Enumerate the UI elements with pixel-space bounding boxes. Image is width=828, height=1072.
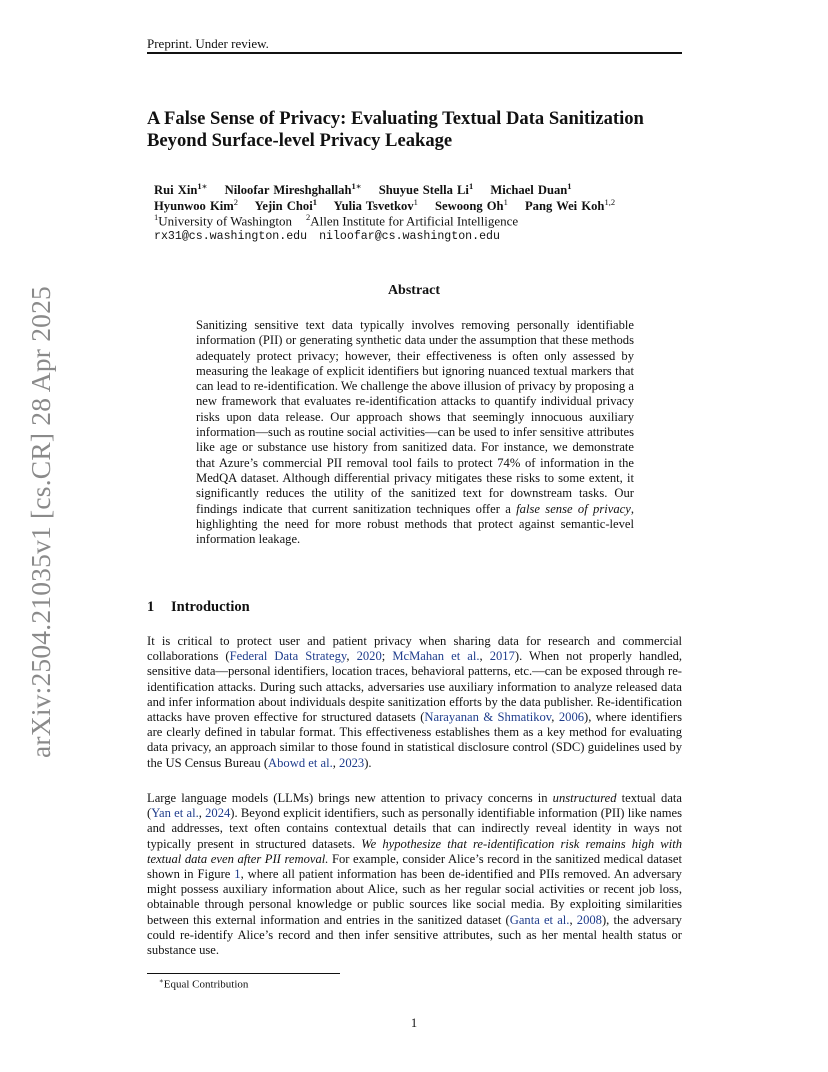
citation-link[interactable]: Abowd et al. bbox=[268, 755, 333, 770]
header-rule bbox=[147, 52, 682, 54]
citation-link[interactable]: 2008 bbox=[576, 912, 602, 927]
citation-link[interactable]: 2006 bbox=[558, 710, 585, 725]
arxiv-sidebar bbox=[22, 287, 60, 757]
paragraph-text: ). Beyond explicit identifiers, such as personally identifiable information (PII) like names and addresses, text often contains contextual details that can indirectly reveal identity in ways not typically present in structured datasets. bbox=[147, 806, 683, 851]
title-line-2: Beyond Surface-level Privacy Leakage bbox=[147, 130, 453, 151]
footnote-rule bbox=[147, 973, 340, 974]
author-affiliation-mark: 1∗ bbox=[197, 181, 208, 191]
citation-link[interactable]: Narayanan & Shmatikov bbox=[424, 710, 552, 725]
paragraph-text: ; bbox=[381, 649, 393, 664]
citation-link[interactable]: Ganta et al. bbox=[509, 912, 570, 927]
citation-link[interactable]: 2024 bbox=[205, 806, 231, 821]
abstract-heading: Abstract bbox=[387, 283, 441, 298]
preprint-header: Preprint. Under review. bbox=[147, 36, 269, 51]
author-name: Yulia Tsvetkov bbox=[333, 199, 414, 214]
paragraph-text: , bbox=[332, 755, 340, 770]
author-emails bbox=[154, 230, 500, 243]
email-link[interactable]: niloofar@cs.washington.edu bbox=[319, 230, 500, 243]
footnote bbox=[159, 977, 248, 991]
paragraph-text: ). When not properly handled, sensitive data—personal identifiers, location traces, behavioral patterns, etc.—can be exposed through re-identification attacks. During such attacks, adversaries use auxiliary information to analyze released data and infer information about individuals despite sanitization efforts by the data publisher. Re-identification attacks have proven effective for structured datasets ( bbox=[147, 649, 683, 725]
author-affiliation-mark: 1 bbox=[468, 181, 474, 191]
author-name: Niloofar Mireshghallah bbox=[224, 183, 352, 198]
author-affiliation-mark: 1 bbox=[567, 181, 572, 191]
author-affiliation-mark: 2 bbox=[233, 197, 238, 207]
abstract-text bbox=[196, 318, 634, 547]
arxiv-identifier: arXiv:2504.21035v1 [cs.CR] 28 Apr 2025 bbox=[25, 285, 56, 759]
author-name: Yejin Choi bbox=[254, 199, 313, 214]
paragraph-text: textual data ( bbox=[147, 791, 683, 821]
figure-reference-link[interactable]: 1 bbox=[234, 867, 241, 882]
footnote-mark: ∗ bbox=[159, 977, 164, 985]
paragraph-text: , bbox=[569, 912, 577, 927]
author-line-1 bbox=[154, 181, 572, 198]
author-affiliation-mark: 1∗ bbox=[351, 181, 362, 191]
author-affiliation-mark: 1 bbox=[413, 197, 418, 207]
paragraph-text: , bbox=[551, 710, 559, 725]
author-affiliation-mark: 1 bbox=[503, 197, 508, 207]
paragraph-text: It is critical to protect user and patient privacy when sharing data for research and commercial collaborations ( bbox=[147, 634, 682, 664]
paragraph-text: , where all patient information has been de-identified and PIIs removed. An adversary might possess auxiliary information about Alice, such as her regular social activities or recent job loss, obtainable through personal knowledge or public sources like social media. By exploiting similarities between this external information and entries in the sanitized dataset ( bbox=[147, 867, 682, 927]
abstract-text-part: Sanitizing sensitive text data typically involves removing personally identifiable information (PII) or generating synthetic data under the assumption that these methods adequately protect privacy; however, their effectiveness is often only assessed by measuring the leakage of explicit identifiers but ignoring nuanced textual markers that can lead to re-identification. We challenge the above illusion of privacy by proposing a new framework that evaluates re-identification attacks to quantify individual privacy risks upon data release. Our approach shows that seemingly innocuous auxiliary information—such as routine social activities—can be used to infer sensitive attributes like age or substance use history from sanitized data. For instance, we demonstrate that Azure’s commercial PII removal tool fails to protect 74% of information in the MedQA dataset. Although differential privacy mitigates these risks to some extent, it significantly reduces the utility of the sanitized text for downstream tasks. Our findings indicate that current sanitization techniques offer a bbox=[196, 318, 634, 516]
author-affiliation-mark: 1,2 bbox=[604, 197, 616, 207]
author-name: Michael Duan bbox=[490, 183, 568, 198]
footnote-text: Equal Contribution bbox=[163, 978, 249, 991]
paragraph-text: ). bbox=[364, 755, 372, 770]
author-name: Pang Wei Koh bbox=[524, 199, 605, 214]
affiliations bbox=[154, 212, 518, 229]
author-affiliation-mark: 1 bbox=[312, 197, 317, 207]
author-name: Sewoong Oh bbox=[435, 199, 504, 214]
citation-link[interactable]: 2017 bbox=[489, 649, 515, 664]
citation-link[interactable]: 2020 bbox=[356, 649, 382, 664]
author-name: Rui Xin bbox=[154, 183, 198, 198]
paragraph-text: ), the adversary could re-identify Alice’s record and then infer sensitive attributes, such as her mental health status or substance use. bbox=[147, 912, 682, 958]
affiliation-mark: 2 bbox=[306, 212, 311, 222]
paragraph-text: ), where identifiers are clearly defined in tabular format. This effectiveness establishes them as a key method for evaluating data privacy, an approach similar to those found in statistical disclosure control (SDC) guidelines used by the US Census Bureau ( bbox=[147, 710, 682, 770]
paragraph-emphasis: unstructured bbox=[552, 791, 617, 805]
email-link[interactable]: rx31@cs.washington.edu bbox=[154, 230, 308, 243]
section-heading-introduction bbox=[147, 599, 250, 616]
title-line-1: A False Sense of Privacy: Evaluating Textual Data Sanitization bbox=[147, 108, 644, 129]
paragraph-text: , bbox=[479, 649, 490, 664]
paragraph-text: For example, consider Alice’s record in the sanitized medical dataset shown in Figure bbox=[147, 851, 682, 882]
paragraph-emphasis: We hypothesize that re-identification risk remains high with textual data even after PII removal. bbox=[147, 836, 682, 866]
author-name: Hyunwoo Kim bbox=[154, 199, 234, 214]
section-title: Introduction bbox=[171, 599, 250, 615]
abstract-text-part: , highlighting the need for more robust methods that protect against semantic-level information leakage. bbox=[196, 501, 634, 547]
author-name: Shuyue Stella Li bbox=[378, 183, 469, 198]
citation-link[interactable]: 2023 bbox=[339, 755, 365, 770]
paragraph-text: , bbox=[198, 806, 206, 821]
citation-link[interactable]: McMahan et al. bbox=[392, 649, 480, 664]
page-number: 1 bbox=[410, 1016, 418, 1030]
citation-link[interactable]: Yan et al. bbox=[151, 806, 199, 821]
paper-title bbox=[147, 108, 692, 152]
section-number: 1 bbox=[147, 599, 155, 615]
abstract-emphasis: false sense of privacy bbox=[516, 501, 631, 516]
intro-paragraph-1 bbox=[147, 634, 682, 771]
paragraph-text: , bbox=[346, 649, 357, 664]
affiliation-name: University of Washington bbox=[158, 213, 293, 229]
intro-paragraph-2 bbox=[147, 791, 682, 958]
affiliation-mark: 1 bbox=[154, 212, 159, 222]
affiliation-name: Allen Institute for Artificial Intelligence bbox=[310, 213, 519, 229]
paragraph-text: Large language models (LLMs) brings new attention to privacy concerns in bbox=[147, 791, 553, 805]
citation-link[interactable]: Federal Data Strategy bbox=[229, 649, 347, 664]
